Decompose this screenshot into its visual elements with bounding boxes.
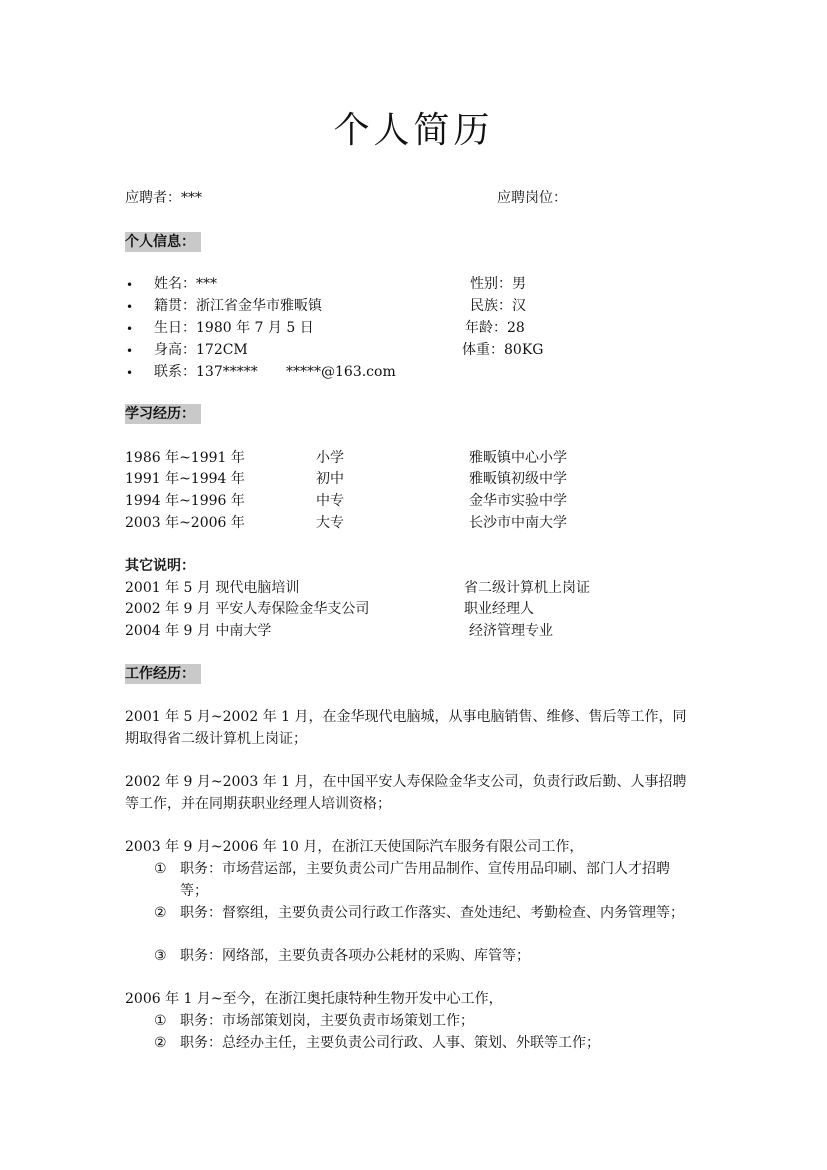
info-hometown: 籍贯：浙江省金华市雅畈镇 [154, 298, 322, 314]
info-birthday: 生日：1980 年 7 月 5 日 [154, 320, 314, 336]
section-heading-personal: 个人信息： [125, 232, 201, 252]
list-bullet: • [126, 300, 134, 314]
duty-text: 职务：网络部，主要负责各项办公耗材的采购、库管等； [180, 948, 530, 964]
list-bullet: • [126, 366, 134, 380]
education-period: 2003 年~2006 年 [125, 515, 245, 531]
applied-position: 应聘岗位： [497, 190, 567, 206]
education-school: 金华市实验中学 [469, 493, 567, 509]
section-heading-other: 其它说明： [125, 558, 195, 574]
item-marker: ① [154, 861, 167, 877]
duty-text: 职务：总经办主任，主要负责公司行政、人事、策划、外联等工作； [180, 1035, 600, 1051]
other-note-result: 职业经理人 [464, 601, 534, 617]
education-school: 长沙市中南大学 [469, 515, 567, 531]
duty-text-continued: 等； [180, 883, 208, 899]
item-marker: ② [154, 1035, 167, 1051]
education-level: 中专 [316, 493, 344, 509]
other-note: 2004 年 9 月 中南大学 [125, 623, 272, 639]
education-period: 1991 年~1994 年 [125, 471, 245, 487]
list-bullet: • [126, 322, 134, 336]
work-entry: 2002 年 9 月~2003 年 1 月，在中国平安人寿保险金华支公司，负责行政后勤、人事招聘等工作，并在同期获职业经理人培训资格； [125, 774, 687, 812]
education-level: 初中 [316, 471, 344, 487]
section-heading-work: 工作经历： [125, 664, 201, 684]
education-school: 雅畈镇中心小学 [469, 450, 567, 466]
other-note-result: 省二级计算机上岗证 [464, 580, 590, 596]
duty-text: 职务：督察组，主要负责公司行政工作落实、查处违纪、考勤检查、内务管理等； [180, 905, 684, 921]
work-duty-item [154, 858, 702, 902]
item-marker: ① [154, 1013, 167, 1029]
item-marker: ③ [154, 948, 167, 964]
other-note-result: 经济管理专业 [469, 623, 553, 639]
info-height: 身高：172CM [154, 342, 248, 358]
item-marker: ② [154, 905, 167, 921]
info-age: 年龄：28 [465, 320, 525, 336]
work-duty-item [154, 1010, 702, 1032]
work-duty-item [154, 945, 702, 967]
education-level: 小学 [316, 450, 344, 466]
other-note: 2002 年 9 月 平安人寿保险金华支公司 [125, 601, 370, 617]
page-title: 个人简历 [333, 110, 494, 151]
education-period: 1986 年~1991 年 [125, 450, 245, 466]
info-name: 姓名：*** [154, 276, 217, 292]
section-heading-education: 学习经历： [125, 404, 201, 424]
applicant-name: 应聘者：*** [125, 190, 202, 206]
education-level: 大专 [316, 515, 344, 531]
work-duty-item [154, 1032, 702, 1054]
duty-text: 职务：市场部策划岗，主要负责市场策划工作； [180, 1013, 474, 1029]
work-entry: 2003 年 9 月~2006 年 10 月，在浙江天使国际汽车服务有限公司工作， [125, 839, 584, 855]
info-gender: 性别：男 [470, 276, 526, 292]
other-note: 2001 年 5 月 现代电脑培训 [125, 580, 300, 596]
list-bullet: • [126, 344, 134, 358]
info-email: *****@163.com [286, 364, 396, 380]
info-weight: 体重：80KG [462, 342, 544, 358]
duty-text: 职务：市场营运部，主要负责公司广告用品制作、宣传用品印刷、部门人才招聘 [180, 861, 670, 877]
work-entry: 2006 年 1 月~至今，在浙江奥托康特种生物开发中心工作， [125, 991, 503, 1007]
info-phone: 联系：137***** [154, 364, 258, 380]
info-ethnicity: 民族：汉 [470, 298, 526, 314]
education-school: 雅畈镇初级中学 [469, 471, 567, 487]
work-entry: 2001 年 5 月~2002 年 1 月，在金华现代电脑城，从事电脑销售、维修、售后等工作，同期取得省二级计算机上岗证； [125, 709, 687, 747]
work-duty-item [154, 902, 702, 924]
list-bullet: • [126, 278, 134, 292]
education-period: 1994 年~1996 年 [125, 493, 245, 509]
